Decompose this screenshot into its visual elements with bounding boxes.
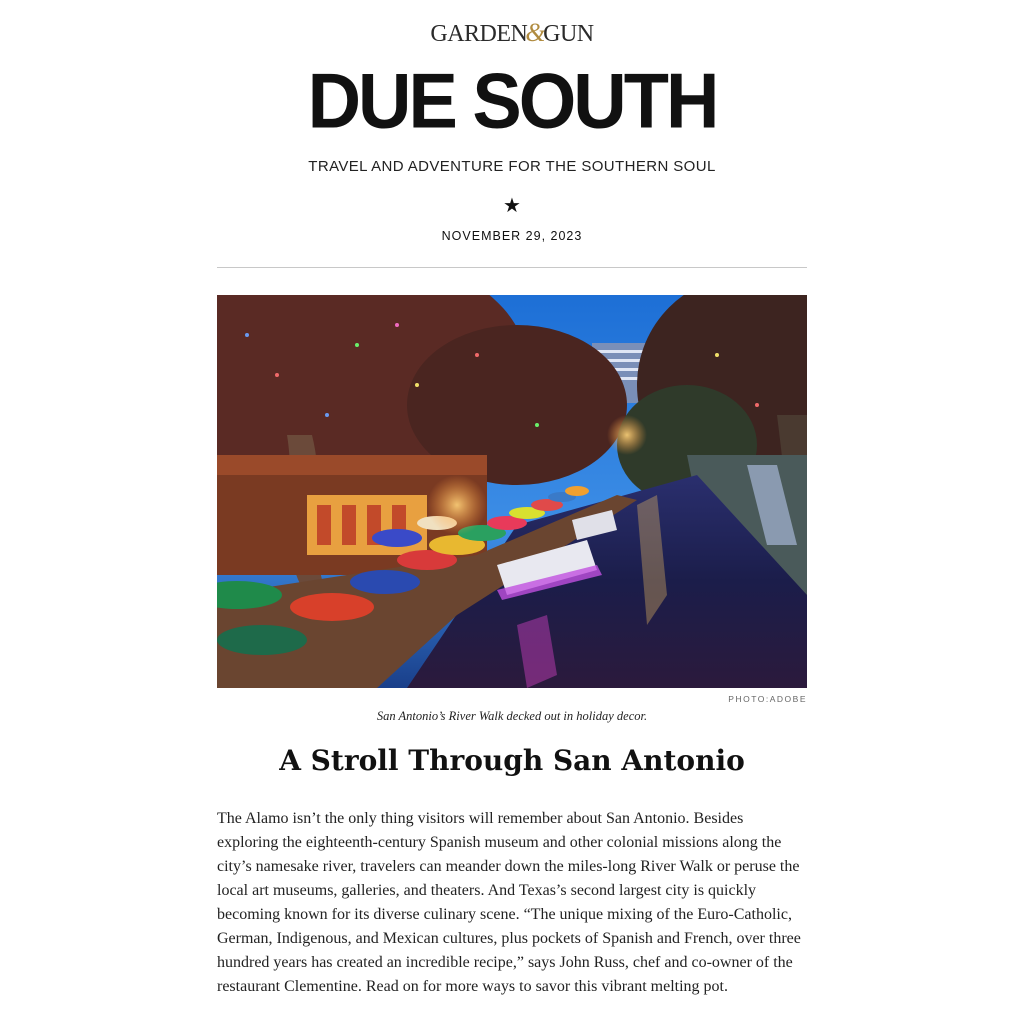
header-divider <box>217 267 807 268</box>
hero-image[interactable] <box>217 295 807 688</box>
brand-word-gun: GUN <box>543 21 594 47</box>
star-icon: ★ <box>503 193 521 217</box>
article-headline[interactable]: A Stroll Through San Antonio <box>279 744 745 777</box>
image-caption: San Antonio’s River Walk decked out in holiday decor. <box>376 709 648 723</box>
photo-credit: PHOTO:ADOBE <box>728 694 807 704</box>
newsletter-title: DUE SOUTH <box>307 56 717 145</box>
newsletter-tagline: TRAVEL AND ADVENTURE FOR THE SOUTHERN SOUL <box>308 158 716 175</box>
garden-and-gun-logo[interactable] <box>0 18 1024 49</box>
brand-ampersand: & <box>525 18 546 47</box>
article-body: The Alamo isn’t the only thing visitors will remember about San Antonio. Besides exploring the eighteenth-century Spanish museum and other colonial missions along the city’s namesake river, travelers can meander down the miles-long River Walk or peruse the local art museums, galleries, and theaters. And Texas’s second largest city is quickly becoming known for its diverse culinary scene. “The unique mixing of the Euro-Catholic, German, Indigenous, and Mexican cultures, plus pockets of Spanish and French, over three hundred years has created an incredible recipe,” says John Russ, chef and co-owner of the restaurant Clementine. Read on for more ways to savor this vibrant melting pot. <box>217 810 801 995</box>
issue-date: NOVEMBER 29, 2023 <box>441 229 583 243</box>
brand-word-garden: GARDEN <box>430 21 528 47</box>
